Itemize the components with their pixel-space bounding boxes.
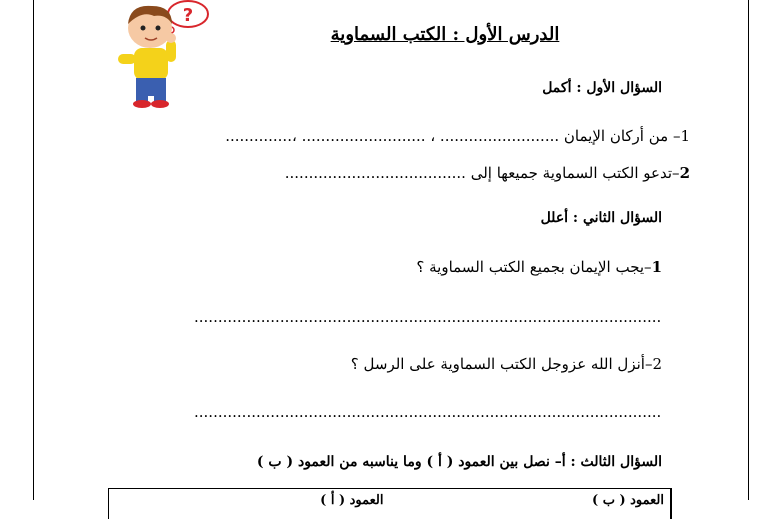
question-1-heading: السؤال الأول : أكمل <box>542 80 662 96</box>
answer-line-2: .................................................................................................. <box>194 403 662 421</box>
answer-line-1: .................................................................................................. <box>194 308 662 326</box>
item-number: 1 <box>651 258 662 276</box>
question-2-item-2: 2–أنزل الله عزوجل الكتب السماوية على الرسل ؟ <box>350 355 662 373</box>
lesson-title: الدرس الأول : الكتب السماوية <box>330 24 560 45</box>
question-1-item-1: 1– من أركان الإيمان ......................... ، .......................... ،.............. <box>225 127 690 145</box>
question-3-heading: السؤال الثالث : أ– نصل بين العمود ( أ ) وما يناسبه من العمود ( ب ) <box>256 454 662 470</box>
column-a-header: العمود ( أ ) <box>320 493 384 508</box>
question-bubble-icon <box>168 1 208 33</box>
question-2-item-1 <box>416 258 662 276</box>
page-border-right <box>748 0 749 500</box>
item-number: 2 <box>679 164 690 182</box>
question-1-item-2 <box>285 164 690 182</box>
item-text: –يجب الإيمان بجميع الكتب السماوية ؟ <box>416 258 652 276</box>
matching-table <box>108 488 672 519</box>
thinking-boy-illustration <box>108 0 218 110</box>
question-2-heading: السؤال الثاني : أعلل <box>540 210 662 226</box>
column-b-header: العمود ( ب ) <box>390 489 672 519</box>
item-text: –تدعو الكتب السماوية جميعها إلى ...................................... <box>284 164 680 182</box>
page-border-left <box>33 0 34 500</box>
svg-text:?: ? <box>182 5 194 26</box>
